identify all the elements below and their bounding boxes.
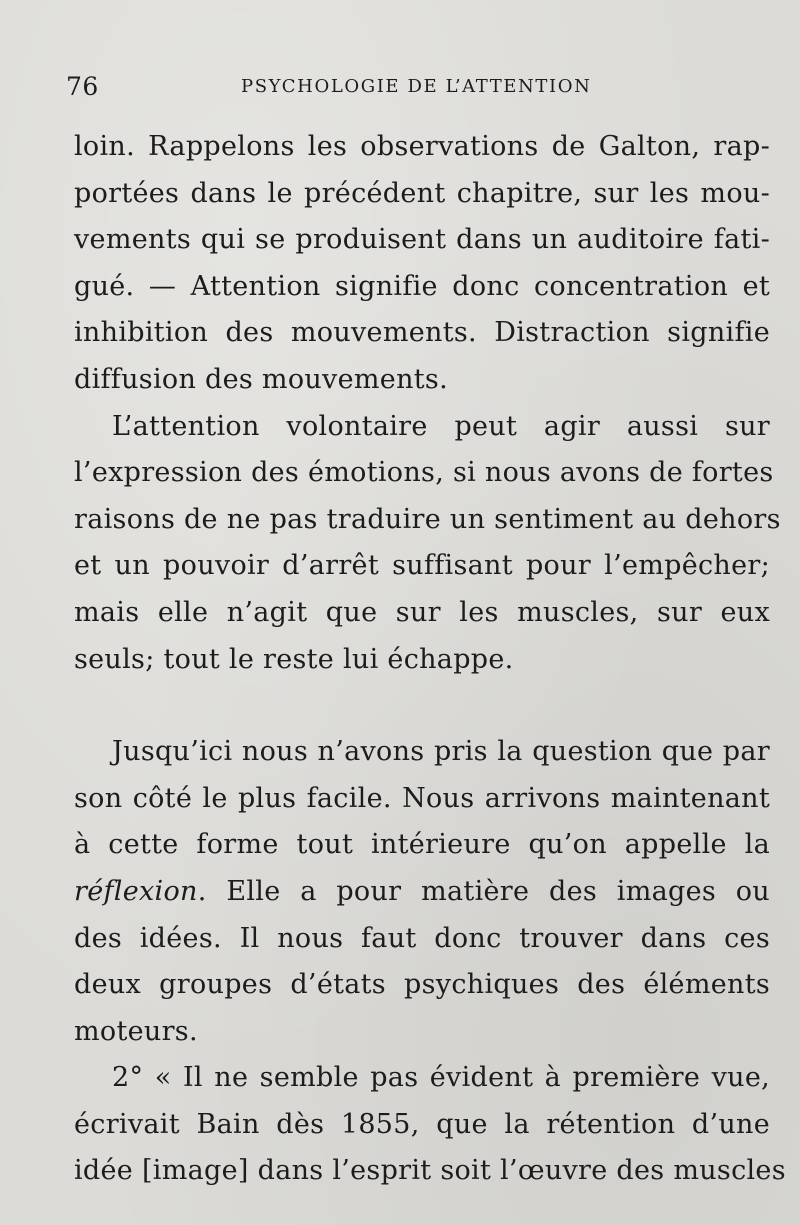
text-line: seuls; tout le reste lui échappe.	[74, 643, 514, 675]
text-line: et un pouvoir d’arrêt suffisant pour l’empêcher;	[74, 550, 770, 582]
text-line	[74, 869, 770, 916]
text-line: l’expression des émotions, si nous avons de fortes	[74, 457, 774, 489]
page-number: 76	[66, 72, 99, 101]
text-line: gué. — Attention signifie donc concentration et	[74, 270, 770, 302]
text-line: moteurs.	[74, 1015, 198, 1047]
running-title: PSYCHOLOGIE DE L’ATTENTION	[241, 76, 592, 97]
text-line: L’attention volontaire peut agir aussi sur	[112, 410, 770, 442]
paragraph	[74, 729, 770, 1055]
text-line: 2° « Il ne semble pas évident à première vue,	[112, 1062, 770, 1094]
italic-term: réflexion	[74, 875, 198, 907]
text-line-rest: . Elle a pour matière des images ou	[197, 875, 770, 907]
running-head	[66, 72, 756, 104]
text-line: son côté le plus facile. Nous arrivons maintenant	[74, 782, 770, 814]
text-line: diffusion des mouvements.	[74, 363, 448, 395]
text-line: écrivait Bain dès 1855, que la rétention d’une	[74, 1108, 770, 1140]
paragraph	[74, 124, 770, 404]
text-line: loin. Rappelons les observations de Galton, rap-	[74, 131, 770, 162]
text-line: à cette forme tout intérieure qu’on appelle la	[74, 829, 770, 861]
text-line: vements qui se produisent dans un auditoire fati-	[74, 224, 770, 256]
body-text	[74, 124, 786, 1195]
paragraph	[74, 1055, 786, 1195]
text-line: idée [image] dans l’esprit soit l’œuvre des muscles	[74, 1155, 786, 1187]
text-line: Jusqu’ici nous n’avons pris la question que par	[112, 736, 770, 768]
text-line: mais elle n’agit que sur les muscles, sur eux	[74, 596, 770, 628]
paragraph	[74, 404, 781, 684]
text-line: inhibition des mouvements. Distraction signifie	[74, 317, 770, 349]
text-line: raisons de ne pas traduire un sentiment au dehors	[74, 503, 781, 535]
text-line: deux groupes d’états psychiques des éléments	[74, 969, 770, 1001]
text-line: des idées. Il nous faut donc trouver dans ces	[74, 922, 770, 954]
text-line: portées dans le précédent chapitre, sur les mou-	[74, 177, 770, 209]
